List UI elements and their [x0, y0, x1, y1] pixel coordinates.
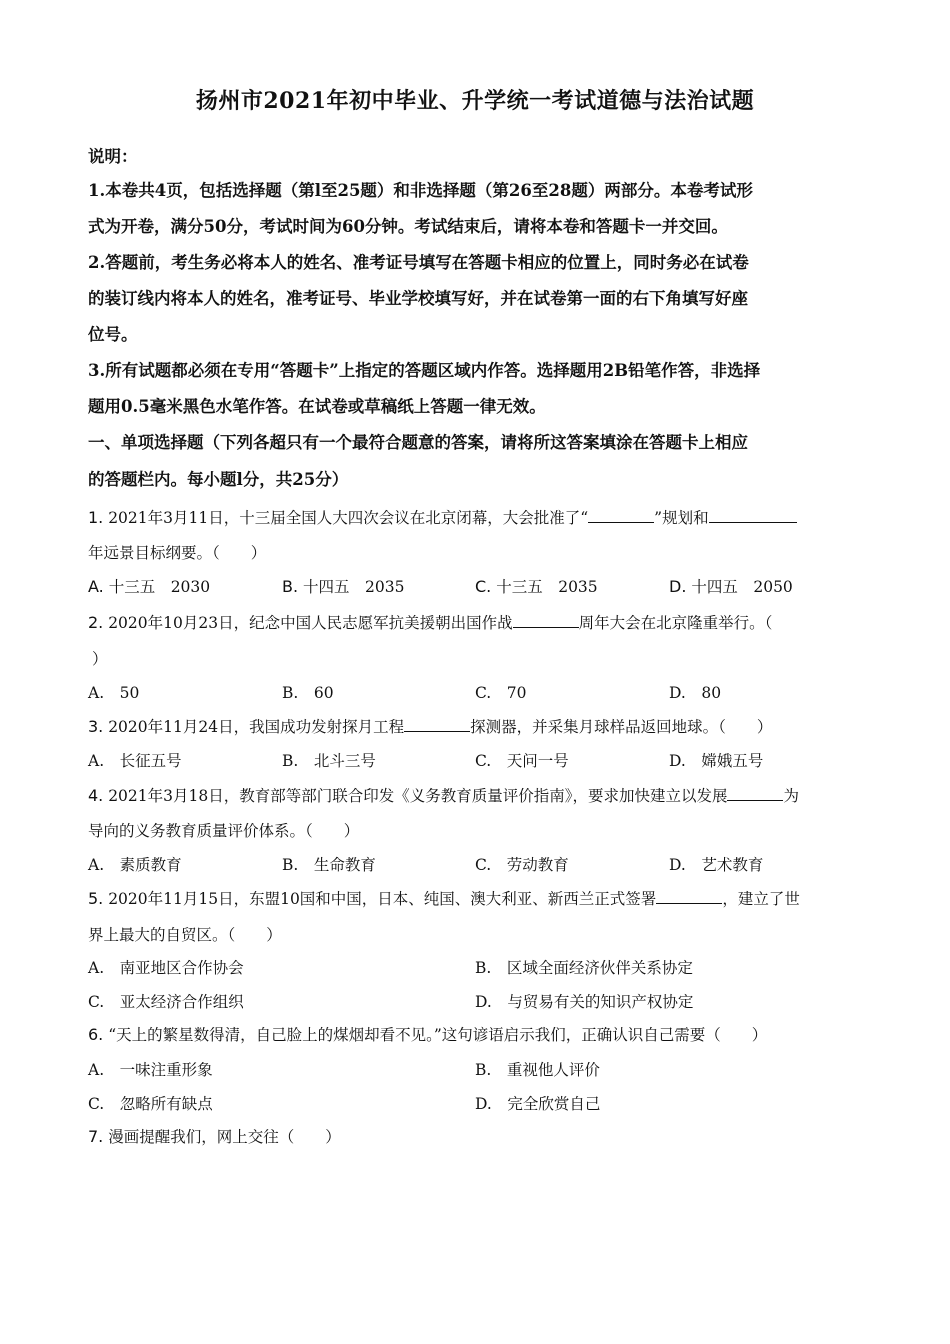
option-d: D. 艺术教育	[669, 856, 764, 874]
question-number: 4.	[88, 786, 104, 805]
option-d: D. 嫦娥五号	[669, 752, 764, 770]
question-2-cont: ）	[92, 650, 108, 668]
option-a: A. 南亚地区合作协会	[88, 959, 244, 977]
option-d: D. 与贸易有关的知识产权协定	[475, 993, 694, 1011]
question-number: 6.	[88, 1025, 104, 1044]
question-1-cont: 年远景目标纲要。（ ）	[88, 544, 267, 562]
notes-line: 3.所有试题都必须在专用“答题卡”上指定的答题区域内作答。选择题用2B铅笔作答，非选择	[88, 361, 761, 380]
answer-blank	[588, 506, 654, 523]
answer-blank	[709, 506, 797, 523]
option-b: B. 北斗三号	[282, 752, 376, 770]
option-d: D. 十四五 2050	[669, 577, 793, 596]
option-c: C. 亚太经济合作组织	[88, 993, 244, 1011]
option-b: B. 重视他人评价	[475, 1061, 600, 1079]
question-5: 5. 2020年11月15日，东盟10国和中国，日本、纯国、澳大利亚、新西兰正式签署 ，建立了世	[88, 889, 800, 908]
question-number: 7.	[88, 1127, 104, 1146]
option-c: C. 天问一号	[475, 752, 569, 770]
option-c: C. 忽略所有缺点	[88, 1095, 213, 1113]
option-b: B. 十四五 2035	[282, 577, 405, 596]
notes-heading: 说明：	[88, 147, 138, 166]
question-2: 2. 2020年10月23日，纪念中国人民志愿军抗美援朝出国作战 周年大会在北京隆重举行。（	[88, 613, 773, 632]
question-5-cont: 界上最大的自贸区。（ ）	[88, 926, 282, 944]
section-heading: 一、单项选择题（下列各超只有一个最符合题意的答案，请将所这答案填涂在答题卡上相应	[88, 433, 748, 452]
notes-line: 的装订线内将本人的姓名，准考证号、毕业学校填写好，并在试卷第一面的右下角填写好座	[88, 289, 748, 308]
answer-blank	[404, 715, 470, 732]
answer-blank	[656, 887, 722, 904]
option-c: C. 十三五 2035	[475, 577, 598, 596]
question-number: 1.	[88, 508, 104, 527]
notes-line: 位号。	[88, 325, 138, 344]
option-a: A. 素质教育	[88, 856, 182, 874]
option-a: A. 50	[88, 684, 140, 702]
notes-line: 1.本卷共4页，包括选择题（第l至25题）和非选择题（第26至28题）两部分。本卷考试形	[88, 181, 753, 200]
question-7: 7. 漫画提醒我们，网上交往（ ）	[88, 1127, 341, 1146]
option-a: A. 十三五 2030	[88, 577, 211, 596]
option-b: B. 生命教育	[282, 856, 376, 874]
option-a: A. 长征五号	[88, 752, 182, 770]
question-1: 1. 2021年3月11日，十三届全国人大四次会议在北京闭幕，大会批准了“ ”规划和	[88, 506, 868, 529]
exam-title: 扬州市2021年初中毕业、升学统一考试道德与法治试题	[195, 88, 755, 114]
question-number: 2.	[88, 613, 104, 632]
option-c: C. 70	[475, 684, 527, 702]
question-number: 3.	[88, 717, 104, 736]
question-4-cont: 导向的义务教育质量评价体系。（ ）	[88, 822, 360, 840]
question-6: 6. “天上的繁星数得清，自己脸上的煤烟却看不见。”这句谚语启示我们，正确认识自己需要（ ）	[88, 1025, 768, 1044]
question-number: 5.	[88, 889, 104, 908]
option-b: B. 60	[282, 684, 334, 702]
notes-line: 2.答题前，考生务必将本人的姓名、准考证号填写在答题卡相应的位置上，同时务必在试卷	[88, 253, 749, 272]
notes-line: 式为开卷，满分50分，考试时间为60分钟。考试结束后，请将本卷和答题卡一并交回。	[88, 217, 728, 236]
question-3: 3. 2020年11月24日，我国成功发射探月工程 探测器，并采集月球样品返回地球。（ ）	[88, 717, 773, 736]
option-d: D. 完全欣赏自己	[475, 1095, 601, 1113]
notes-line: 题用0.5毫米黑色水笔作答。在试卷或草稿纸上答题一律无效。	[88, 397, 546, 416]
section-heading-cont: 的答题栏内。每小题l分，共25分）	[88, 470, 349, 489]
option-d: D. 80	[669, 684, 722, 702]
question-4: 4. 2021年3月18日，教育部等部门联合印发《义务教育质量评价指南》，要求加快建立以发展 为	[88, 786, 799, 805]
option-a: A. 一味注重形象	[88, 1061, 213, 1079]
answer-blank	[727, 784, 783, 801]
answer-blank	[513, 611, 579, 628]
option-c: C. 劳动教育	[475, 856, 569, 874]
option-b: B. 区域全面经济伙伴关系协定	[475, 959, 693, 977]
